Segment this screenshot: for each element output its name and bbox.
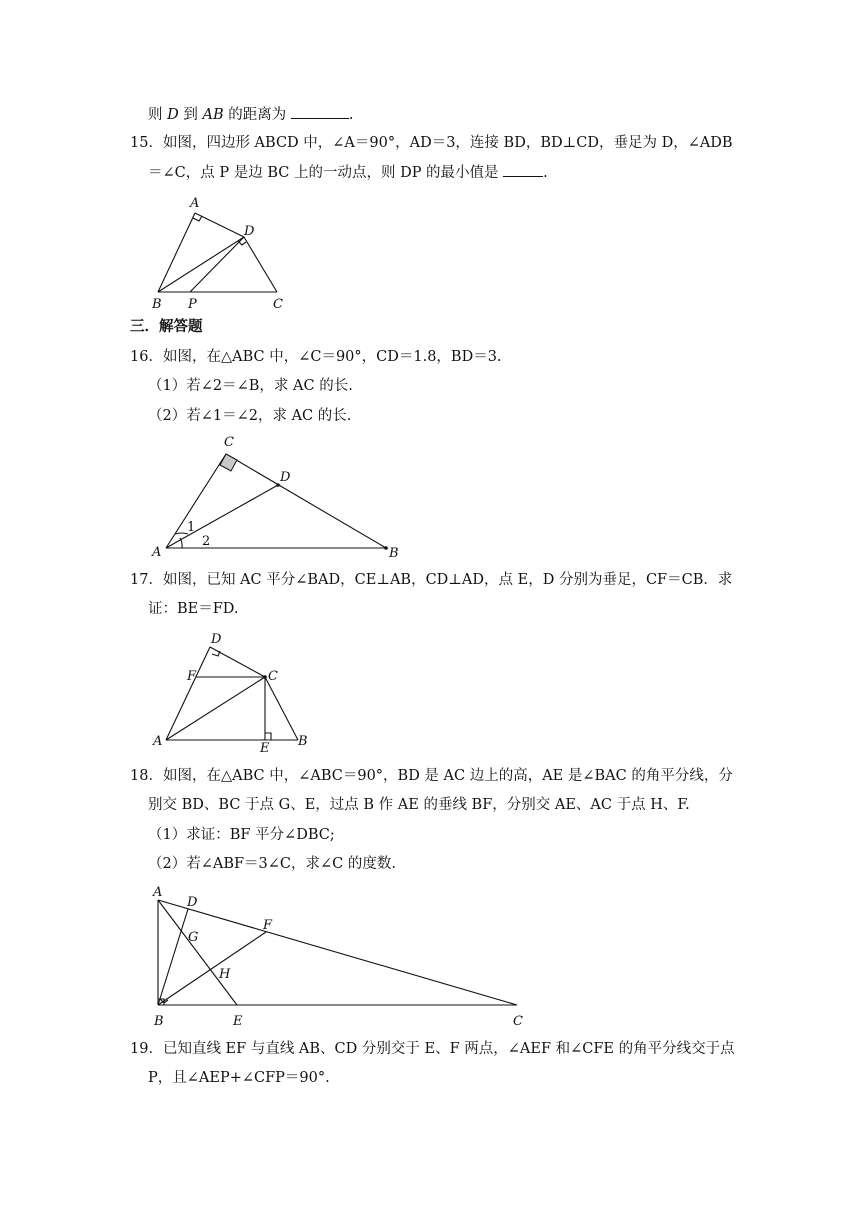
q17-label-e: E xyxy=(260,741,270,753)
q16-angle-2: 2 xyxy=(202,534,211,549)
q16-line1: 16．如图，在△ABC 中，∠C＝90°，CD＝1.8，BD＝3. xyxy=(130,349,502,365)
q14-tail-line xyxy=(148,104,353,125)
q16-label-b: B xyxy=(389,546,399,561)
q16-label-c: C xyxy=(224,435,234,450)
q18-label-b: B xyxy=(154,1014,164,1029)
q18-label-f: F xyxy=(263,918,273,933)
q16-angle-1: 1 xyxy=(187,520,196,535)
q14-point-d: D xyxy=(167,107,179,123)
q14-segment-ab: AB xyxy=(202,107,224,123)
q14-period: . xyxy=(348,107,354,123)
q14-text-a: 则 xyxy=(148,107,168,123)
q15-label-c: C xyxy=(273,297,283,312)
q15-answer-blank xyxy=(503,162,543,177)
q14-text-b: 到 xyxy=(178,107,203,123)
q15-period: . xyxy=(543,165,548,181)
q18-label-e: E xyxy=(233,1014,243,1029)
q18-line1: 18．如图，在△ABC 中，∠ABC＝90°，BD 是 AC 边上的高，AE 是∠BAC 的角平分线，分 xyxy=(130,768,733,784)
q16-sub2: （2）若∠1＝∠2，求 AC 的长. xyxy=(148,408,352,424)
q18-label-d: D xyxy=(187,895,198,910)
q18-label-h: H xyxy=(219,967,231,982)
q16-figure xyxy=(140,430,410,562)
q16-sub1: （1）若∠2＝∠B，求 AC 的长. xyxy=(148,378,353,394)
q17-line2: 证：BE＝FD. xyxy=(148,601,239,617)
q15-label-p: P xyxy=(188,297,197,312)
q19-line1: 19．已知直线 EF 与直线 AB、CD 分别交于 E、F 两点，∠AEF 和∠CFE 的角平分线交于点 xyxy=(130,1041,735,1057)
q15-label-a: A xyxy=(190,196,200,211)
q15-label-b: B xyxy=(152,297,162,312)
q15-line2 xyxy=(148,162,548,183)
q17-label-f: F xyxy=(187,669,197,684)
q17-label-d: D xyxy=(211,632,222,647)
q18-sub2: （2）若∠ABF＝3∠C，求∠C 的度数. xyxy=(148,856,396,872)
q17-label-c: C xyxy=(268,669,278,684)
q15-line1: 15．如图，四边形 ABCD 中，∠A＝90°，AD＝3，连接 BD，BD⊥CD，垂足为 D，∠ADB xyxy=(130,135,733,151)
q18-sub1: （1）求证：BF 平分∠DBC; xyxy=(148,827,335,843)
q17-line1: 17．如图，已知 AC 平分∠BAD，CE⊥AB，CD⊥AD，点 E，D 分别为垂足，CF＝CB．求 xyxy=(130,572,733,588)
q17-label-a: A xyxy=(153,734,163,749)
q16-label-a: A xyxy=(152,545,162,560)
q15-line2-text: ＝∠C，点 P 是边 BC 上的一动点，则 DP 的最小值是 xyxy=(148,165,499,181)
q18-label-a: A xyxy=(153,885,163,900)
q18-label-c: C xyxy=(513,1014,523,1029)
q17-label-b: B xyxy=(298,734,308,749)
q15-figure xyxy=(140,188,300,314)
q15-label-d: D xyxy=(244,224,255,239)
q18-line2: 别交 BD、BC 于点 G、E，过点 B 作 AE 的垂线 BF，分别交 AE、AC 于点 H、F. xyxy=(148,797,690,813)
q17-figure xyxy=(140,625,330,753)
q14-answer-blank xyxy=(291,104,349,119)
q19-line2: P，且∠AEP+∠CFP＝90°. xyxy=(148,1070,330,1086)
q16-label-d: D xyxy=(280,470,291,485)
q18-figure xyxy=(140,882,540,1032)
q18-label-g: G xyxy=(188,930,199,945)
q14-text-c: 的距离为 xyxy=(223,107,287,123)
section3-heading: 三．解答题 xyxy=(130,318,203,335)
